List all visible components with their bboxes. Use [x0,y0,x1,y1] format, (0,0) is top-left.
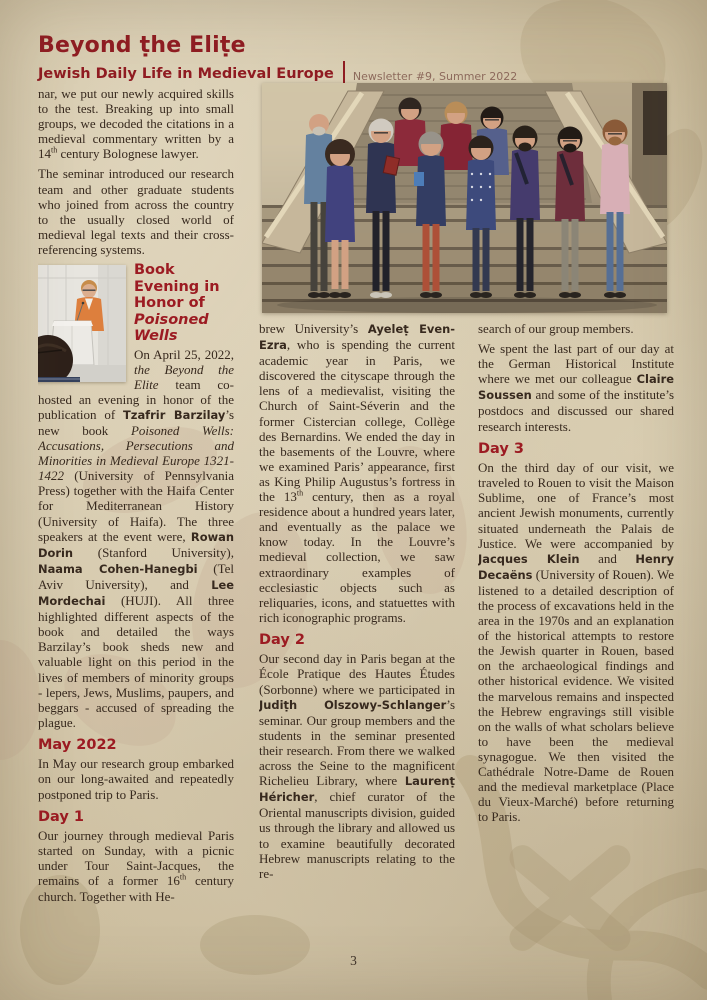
podium-photo [38,265,126,382]
day-2-heading: Day 2 [259,631,305,648]
paragraph: Our second day in Paris began at the École Pratique des Hautes Études (Sorbonne) where we participated in Judiṭh Olszowy-Schlanger’s seminar. Our group members and the students in the seminar presented their research. From there we walked across the Seine to the magnificent Richelieu Library, where Laurenṭ Héricher, chief curator of the Oriental manuscripts division, guided us through the library and allowed us to examine beautifully decorated Hebrew manuscripts relating to the re- [259,651,455,881]
day-1-heading: Day 1 [38,808,84,825]
column-1 [38,86,234,909]
paragraph: search of our group members. [478,321,634,336]
newsletter-title: Beyond ṭhe Eliṭe [38,33,246,58]
book-evening-heading: Book Evening in Honor of Poisoned Wells [134,262,220,345]
paragraph: In May our research group embarked on our long-awaited and repeatedly postponed trip to Paris. [38,756,234,802]
paragraph: brew University’s Ayeleṭ Even-Ezra, who is spending the current academic year in Paris, we discovered the cityscape through the lens of a medievalist, visiting the Church of Saint-Séverin and the former Cistercian college, Collège des Bernardins. We ended the day in the basements of the Louvre, where we examined Paris’ appearance, first as King Philip Augustus’s fortress in the 13th century, then as a royal residence about a hundred years later, and eventually as the palace we know today. In the Louvre’s medieval collection, we saw extraordinary examples of ecclesiastic objects such as reliquaries, icons, and statuettes with rich iconographic programs. [259,321,455,625]
paragraph: On the third day of our visit, we traveled to Rouen to visit the Maison Sublime, one of France’s most ancient Jewish monuments, currently situated underneath the Palais de Justice. We were accompanied by Jacques Klein and Henry Decaëns (University of Rouen). We listened to a detailed description of the process of excavations held in the area in the 1970s and an explanation of the historical attempts to restore the Jewish quarter in Rouen, based on the archaeological findings and other historical evidence. We visited the marvelous remains and inspected the Hebrew engravings still visible on the walls of what scholars believe to have been the medieval synagogue. We then visited the Cathédrale Notre-Dame de Rouen and the medieval marketplace (Place du Vieux-Marché) before returning to Paris. [478,460,674,825]
paragraph: We spent the last part of our day at the German Historical Institute where we met our colleague Claire Soussen and some of the institute’s postdocs and discussed our shared research interests. [478,341,674,434]
newsletter-issue: Newsletter #9, Summer 2022 [352,70,518,83]
paragraph: The seminar introduced our research team and other graduate students who joined from across the country to the usually closed world of medieval legal texts and their cross-referencing systems. [38,166,234,257]
may-2022-heading: May 2022 [38,736,117,753]
paragraph: Our journey through medieval Paris started on Sunday, with a picnic under Tour Saint-Jacques, the remains of a former 16th century church. Together with He- [38,828,234,904]
page-number: 3 [350,953,357,968]
column-2 [259,321,455,886]
paragraph: nar, we put our newly acquired skills to the test. Breaking up into small groups, we decoded the citations in a medieval commentary written by a 14th century Bolognese lawyer. [38,86,234,162]
group-photo [262,83,667,313]
column-3 [478,321,674,829]
paragraph: On April 25, 2022, the Beyond the Elite team co-hosted an evening in honor of the publication of Tzafrir Barzilay’s new book Poisoned Wells: Accusations, Persecutions and Minorities in Medieval Europe 1321-1422 (University of Pennsylvania Press) together with the Haifa Center for Mediterranean History (University of Haifa). The three speakers at the event were, Rowan Dorin (Stanford University), Naama Cohen-Hanegbi (Tel Aviv University), and Lee Mordechai (HUJI). All three highlighted different aspects of the book and detailed the ways Barzilay’s book sheds new and valuable light on this period in the lives of members of minority groups - lepers, Jews, Muslims, paupers, and beggars - accused of spreading the plague. [38,346,234,730]
day-3-heading: Day 3 [478,440,524,457]
newsletter-subtitle: Jewish Daily Life in Medieval Europe [38,65,334,82]
newsletter-header [38,33,517,86]
book-evening-section [38,262,234,730]
